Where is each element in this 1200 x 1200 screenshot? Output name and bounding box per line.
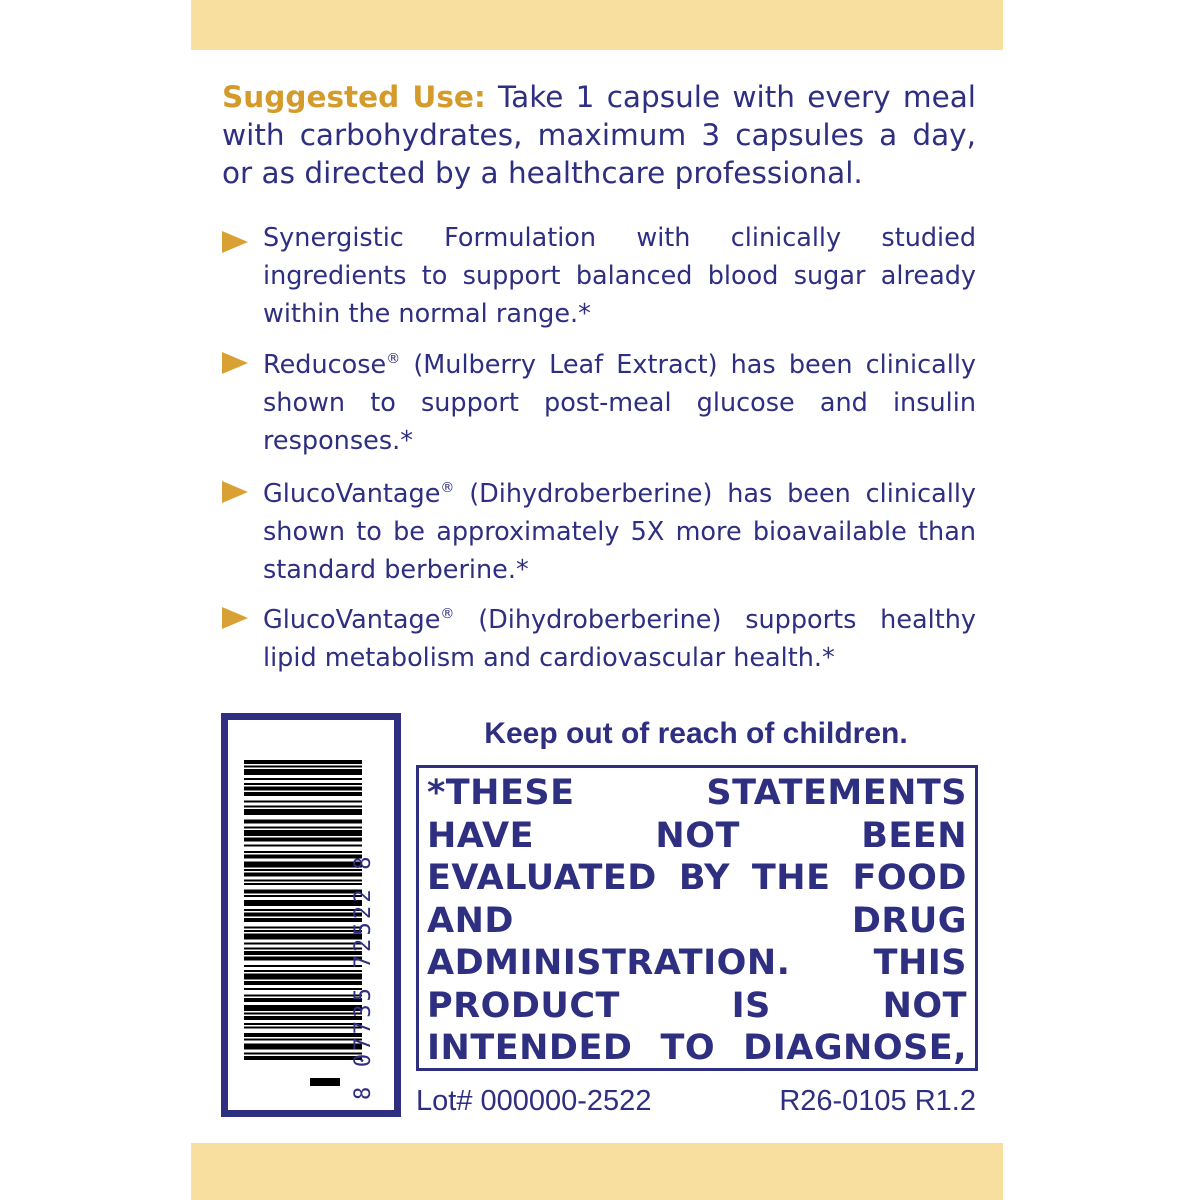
barcode-bar bbox=[244, 909, 362, 911]
barcode-bar bbox=[244, 1053, 362, 1055]
barcode-bar bbox=[244, 895, 362, 897]
registered-mark: ® bbox=[440, 606, 455, 622]
barcode-bar bbox=[244, 995, 362, 997]
barcode-bar bbox=[244, 970, 362, 972]
barcode-bar bbox=[244, 769, 362, 775]
bullet-text bbox=[263, 595, 976, 677]
bullet-body: (Mulberry Leaf Extract) has been clinically shown to support post-meal glucose and insulin responses.* bbox=[263, 350, 976, 456]
lot-number: Lot# 000000-2522 bbox=[416, 1085, 652, 1117]
barcode-bar bbox=[244, 948, 362, 950]
barcode-bar bbox=[244, 845, 362, 847]
barcode-guard-bar bbox=[310, 1078, 340, 1086]
barcode-bar bbox=[244, 820, 362, 824]
barcode-number: 8 07735 72522 8 bbox=[351, 853, 376, 1100]
barcode-bar bbox=[244, 880, 362, 882]
barcode-bar bbox=[244, 778, 362, 780]
barcode-bar bbox=[244, 792, 362, 796]
barcode-bar bbox=[244, 809, 362, 815]
child-warning: Keep out of reach of children. bbox=[484, 717, 908, 750]
barcode-bar bbox=[244, 930, 362, 932]
barcode-bar bbox=[244, 1027, 362, 1029]
triangle-arrow-icon bbox=[222, 352, 248, 374]
barcode-bar bbox=[244, 890, 362, 894]
barcode-bar bbox=[244, 927, 362, 929]
barcode-bar bbox=[244, 913, 362, 917]
triangle-arrow-icon bbox=[222, 481, 248, 503]
registered-mark: ® bbox=[440, 480, 455, 496]
brand-name: GlucoVantage bbox=[263, 605, 441, 635]
brand-name: Reducose bbox=[263, 350, 387, 380]
triangle-arrow-icon bbox=[222, 231, 248, 253]
barcode-bar bbox=[244, 1013, 362, 1015]
barcode-bar bbox=[244, 981, 362, 985]
barcode-bar bbox=[244, 783, 362, 785]
suggested-use-label: Suggested Use: bbox=[222, 80, 486, 114]
barcode-bar bbox=[244, 918, 362, 922]
barcode-bar bbox=[244, 1033, 362, 1037]
barcode-bar bbox=[244, 766, 362, 768]
barcode-bar bbox=[244, 869, 362, 871]
barcode-bar bbox=[244, 965, 362, 967]
bullet-text bbox=[263, 469, 976, 589]
barcode-bar bbox=[244, 998, 362, 1002]
barcode-bar bbox=[244, 827, 362, 829]
barcode-bar bbox=[244, 883, 362, 885]
barcode-bar bbox=[244, 787, 362, 791]
barcode-bar bbox=[244, 943, 362, 945]
triangle-arrow-icon bbox=[222, 607, 248, 629]
barcode-bar bbox=[244, 806, 362, 808]
top-color-band bbox=[191, 0, 1003, 50]
barcode-bar bbox=[244, 934, 362, 940]
revision-code: R26-0105 R1.2 bbox=[779, 1085, 976, 1117]
barcode-bar bbox=[244, 855, 362, 859]
suggested-use-paragraph bbox=[222, 78, 976, 192]
barcode-bar bbox=[244, 900, 362, 906]
barcode-bar bbox=[244, 838, 362, 842]
barcode-bar bbox=[244, 1005, 362, 1011]
barcode-bars bbox=[244, 760, 362, 1086]
barcode-bar bbox=[244, 862, 362, 868]
fda-disclaimer-box bbox=[416, 765, 978, 1071]
registered-mark: ® bbox=[386, 351, 401, 367]
fda-disclaimer-text: *THESE STATEMENTS HAVE NOT BEEN EVALUATED BY THE FOOD AND DRUG ADMINISTRATION. THIS PRODUCT IS NOT INTENDED TO DIAGNOSE, bbox=[427, 773, 967, 1068]
bullet-text: Synergistic Formulation with clinically studied ingredients to support balanced blood sugar already within the normal range.* bbox=[263, 223, 976, 329]
barcode-bar bbox=[244, 851, 362, 853]
barcode-bar bbox=[244, 951, 362, 955]
barcode-bar bbox=[244, 801, 362, 803]
bottom-color-band bbox=[191, 1143, 1003, 1200]
barcode-bar bbox=[244, 974, 362, 980]
barcode-bar bbox=[244, 1023, 362, 1025]
bullet-body: (Dihydroberberine) has been clinically shown to be approximately 5X more bioavailable than standard berberine.* bbox=[263, 479, 976, 585]
barcode-bar bbox=[244, 988, 362, 990]
barcode-bar bbox=[244, 873, 362, 877]
bullet-text bbox=[263, 340, 976, 460]
suggested-use-text: Take 1 capsule with every meal with carbohydrates, maximum 3 capsules a day, or as directed by a healthcare professional. bbox=[222, 80, 976, 190]
barcode-bar bbox=[244, 760, 362, 764]
barcode-bar bbox=[244, 1016, 362, 1020]
barcode-graphic bbox=[228, 720, 394, 1110]
barcode bbox=[221, 713, 401, 1117]
barcode-bar bbox=[244, 1044, 362, 1050]
bullet-body: (Dihydroberberine) supports healthy lipid metabolism and cardiovascular health.* bbox=[263, 605, 976, 673]
brand-name: GlucoVantage bbox=[263, 479, 441, 509]
barcode-bar bbox=[244, 1056, 362, 1060]
barcode-bar bbox=[244, 957, 362, 961]
barcode-bar bbox=[244, 830, 362, 836]
barcode-bar bbox=[244, 1039, 362, 1041]
